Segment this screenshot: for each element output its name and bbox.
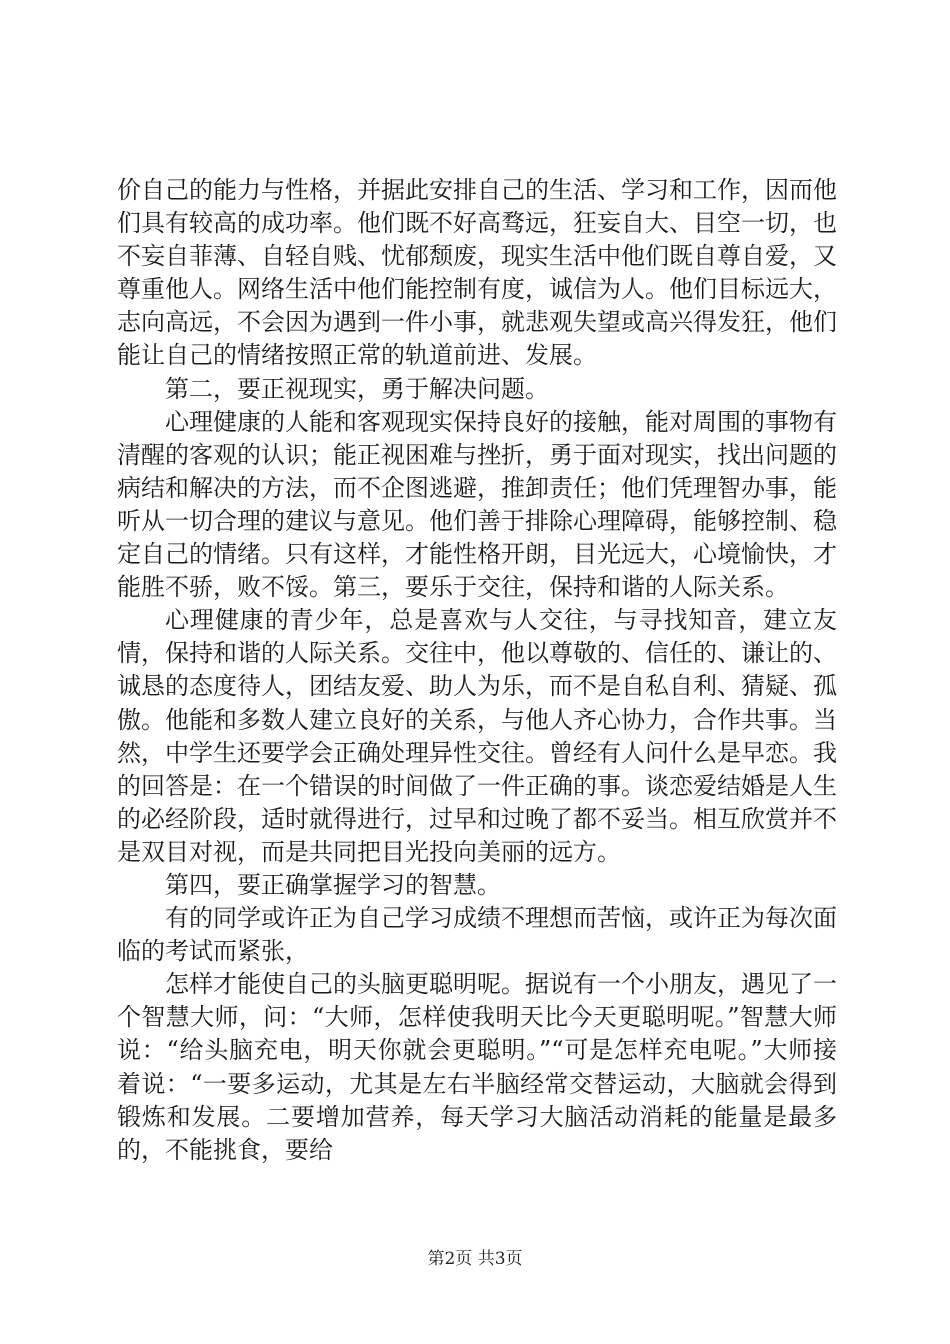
page-footer: 第2页 共3页: [427, 1249, 523, 1269]
paragraph-7: 怎样才能使自己的头脑更聪明呢。据说有一个小朋友，遇见了一个智慧大师，问：“大师，怎样使我明天比今天更聪明呢。”智慧大师说：“给头脑充电，明天你就会更聪明。”“可是怎样充电呢。”大师接着说：“一要多运动，尤其是左右半脑经常交替运动，大脑就会得到锻炼和发展。二要增加营养，每天学习大脑活动消耗的能量是最多的，不能挑食，要给: [117, 970, 837, 1164]
paragraph-1: 价自己的能力与性格，并据此安排自己的生活、学习和工作，因而他们具有较高的成功率。他们既不好高骛远，狂妄自大、目空一切，也不妄自菲薄、自轻自贱、忧郁颓废，现实生活中他们既自尊自爱，又尊重他人。网络生活中他们能控制有度，诚信为人。他们目标远大，志向高远，不会因为遇到一件小事，就悲观失望或高兴得发狂，他们能让自己的情绪按照正常的轨道前进、发展。: [117, 176, 837, 370]
paragraph-5-heading: 第四，要正确掌握学习的智慧。: [165, 870, 501, 899]
paragraph-2-heading: 第二，要正视现实，勇于解决问题。: [165, 374, 549, 403]
paragraph-4: 心理健康的青少年，总是喜欢与人交往，与寻找知音，建立友情，保持和谐的人际关系。交往中，他以尊敬的、信任的、谦让的、诚恳的态度待人，团结友爱、助人为乐，而不是自私自利、猜疑、孤傲。他能和多数人建立良好的关系，与他人齐心协力，合作共事。当然，中学生还要学会正确处理异性交往。曾经有人问什么是早恋。我的回答是：在一个错误的时间做了一件正确的事。谈恋爱结婚是人生的必经阶段，适时就得进行，过早和过晚了都不妥当。相互欣赏并不是双目对视，而是共同把目光投向美丽的远方。: [117, 606, 837, 866]
paragraph-3: 心理健康的人能和客观现实保持良好的接触，能对周围的事物有清醒的客观的认识；能正视困难与挫折，勇于面对现实，找出问题的病结和解决的方法，而不企图逃避，推卸责任；他们凭理智办事，能听从一切合理的建议与意见。他们善于排除心理障碍，能够控制、稳定自己的情绪。只有这样，才能性格开朗，目光远大，心境愉快，才能胜不骄，败不馁。第三，要乐于交往，保持和谐的人际关系。: [117, 407, 837, 602]
document-body: [117, 174, 837, 1167]
paragraph-6: 有的同学或许正为自己学习成绩不理想而苦恼，或许正为每次面临的考试而紧张，: [117, 904, 837, 966]
